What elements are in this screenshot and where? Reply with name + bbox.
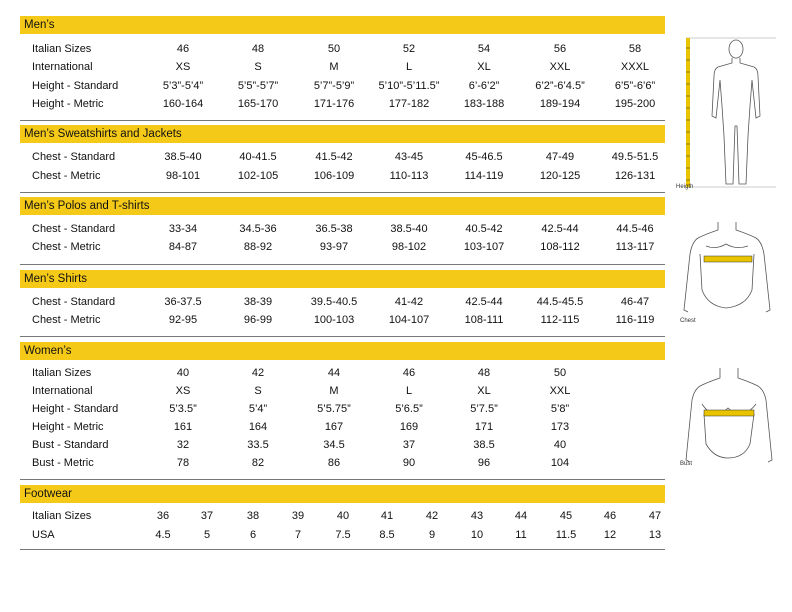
table-cell: 165-170 [237,98,279,110]
table-cell: 46 [402,367,416,379]
table-cell: 84-87 [168,241,198,253]
table-row [0,510,670,526]
row-label: Chest - Metric [32,170,101,182]
table-cell: 171-176 [313,98,355,110]
table-cell: 98-101 [165,170,201,182]
table-cell: 56 [553,43,567,55]
section-header-mens: Men’s [20,16,665,34]
table-row [0,296,670,312]
section-header-shirts: Men’s Shirts [20,270,665,288]
table-cell: 34.5-36 [239,223,277,235]
section-header-sweatshirts: Men’s Sweatshirts and Jackets [20,125,665,143]
table-cell: 108-112 [540,241,580,253]
table-cell: 195-200 [614,98,656,110]
table-cell: 11 [515,529,527,541]
table-cell: L [405,61,413,73]
table-cell: 33.5 [247,439,269,451]
table-cell: 40-41.5 [239,151,277,163]
table-cell: XS [175,385,191,397]
table-cell: 104 [550,457,570,469]
table-cell: 42 [425,510,439,522]
table-cell: 114-119 [464,170,504,182]
table-cell: 44.5-45.5 [536,296,584,308]
table-cell: 41.5-42 [315,151,353,163]
table-cell: 48 [251,43,265,55]
table-cell: 13 [648,529,662,541]
table-cell: S [254,61,262,73]
table-cell: 41 [380,510,394,522]
table-cell: 9 [428,529,436,541]
table-cell: 37 [402,439,416,451]
table-cell: 42.5-44 [541,223,579,235]
table-row [0,385,670,401]
table-row [0,61,670,77]
table-cell: 36 [156,510,170,522]
table-cell: 46-47 [620,296,650,308]
table-cell: 52 [402,43,416,55]
table-cell: XL [477,61,491,73]
table-cell: 38.5 [473,439,495,451]
table-cell: 5’6.5” [395,403,423,415]
table-cell: 86 [327,457,341,469]
row-label: Italian Sizes [32,510,92,522]
table-cell: 44 [514,510,528,522]
table-cell: 90 [402,457,416,469]
table-cell: 7.5 [335,529,351,541]
divider [20,479,665,480]
table-row [0,367,670,383]
table-cell: 11.5 [555,529,577,541]
table-cell: 173 [550,421,570,433]
table-cell: 6’2”-6’4.5” [535,80,585,92]
table-cell: 160-164 [162,98,204,110]
table-cell: XXXL [620,61,650,73]
table-row [0,151,670,167]
torso-chest-icon [678,220,778,328]
table-cell: M [329,385,339,397]
row-label: Chest - Standard [32,223,116,235]
row-label: International [32,385,93,397]
table-cell: 44.5-46 [616,223,654,235]
table-cell: 6’-6’2” [468,80,500,92]
table-cell: 38 [246,510,260,522]
table-cell: 5’10”-5’11.5” [378,80,440,92]
table-cell: 45 [559,510,573,522]
table-cell: 36.5-38 [315,223,353,235]
table-cell: 4.5 [155,529,171,541]
height-measure-figure [676,36,788,192]
table-cell: 103-107 [463,241,505,253]
divider [20,192,665,193]
table-cell: 171 [474,421,494,433]
table-cell: 48 [477,367,491,379]
row-label: Italian Sizes [32,367,92,379]
divider [20,336,665,337]
table-cell: 113-117 [615,241,655,253]
row-label: Height - Metric [32,98,104,110]
table-cell: 12 [603,529,617,541]
table-cell: XL [477,385,491,397]
table-row [0,457,670,473]
table-cell: 36-37.5 [164,296,202,308]
table-cell: 42.5-44 [465,296,503,308]
table-cell: S [254,385,262,397]
section-header-womens: Women’s [20,342,665,360]
table-cell: 42 [251,367,265,379]
row-label: Chest - Standard [32,151,116,163]
table-cell: XXL [549,385,571,397]
table-cell: 5’7”-5’9” [313,80,355,92]
table-cell: 98-102 [391,241,427,253]
row-label: Bust - Metric [32,457,94,469]
table-cell: 100-103 [313,314,355,326]
divider [20,120,665,121]
row-label: Chest - Standard [32,296,116,308]
table-cell: 5’4” [248,403,268,415]
table-cell: 6 [249,529,257,541]
table-row [0,403,670,419]
table-cell: 116-119 [615,314,655,326]
table-cell: 38.5-40 [390,223,428,235]
table-cell: 92-95 [168,314,198,326]
table-cell: 169 [399,421,419,433]
height-caption: Heigth [676,184,694,190]
table-cell: 108-111 [464,314,504,326]
chest-measure-figure [678,220,778,328]
table-cell: 110-113 [389,170,429,182]
row-label: Height - Standard [32,80,119,92]
table-cell: 5’7.5” [470,403,498,415]
row-label: Chest - Metric [32,241,101,253]
table-cell: 104-107 [388,314,430,326]
row-label: International [32,61,93,73]
table-row [0,439,670,455]
table-cell: 167 [324,421,344,433]
table-cell: 33-34 [168,223,198,235]
table-cell: 41-42 [394,296,424,308]
table-cell: 102-105 [237,170,279,182]
table-cell: 50 [553,367,567,379]
row-label: USA [32,529,55,541]
table-cell: 58 [628,43,642,55]
table-row [0,98,670,114]
table-cell: 40 [553,439,567,451]
table-cell: 177-182 [388,98,430,110]
table-cell: 47 [648,510,662,522]
divider [20,549,665,550]
table-cell: 96-99 [243,314,273,326]
table-cell: 40.5-42 [465,223,503,235]
table-cell: 189-194 [539,98,581,110]
table-cell: 183-188 [463,98,505,110]
table-cell: 120-125 [539,170,581,182]
table-row [0,43,670,59]
table-cell: 40 [176,367,190,379]
table-cell: 43 [470,510,484,522]
table-row [0,529,670,545]
table-row [0,170,670,186]
table-cell: 40 [336,510,350,522]
row-label: Height - Standard [32,403,119,415]
table-cell: 39.5-40.5 [310,296,358,308]
table-cell: 5’5”-5’7” [237,80,279,92]
table-cell: 164 [248,421,268,433]
table-cell: XS [175,61,191,73]
table-cell: 39 [291,510,305,522]
table-cell: 93-97 [319,241,349,253]
table-cell: 34.5 [323,439,345,451]
table-cell: 44 [327,367,341,379]
table-cell: 8.5 [379,529,395,541]
row-label: Bust - Standard [32,439,109,451]
table-cell: 126-131 [614,170,656,182]
table-cell: 38-39 [243,296,273,308]
table-cell: 5’5.75” [317,403,351,415]
table-cell: 32 [176,439,190,451]
table-row [0,223,670,239]
table-cell: L [405,385,413,397]
table-cell: 78 [176,457,190,469]
table-cell: 50 [327,43,341,55]
table-row [0,241,670,257]
table-cell: 112-115 [540,314,580,326]
divider [20,264,665,265]
table-cell: 161 [173,421,193,433]
table-row [0,314,670,330]
body-outline-icon [676,36,788,192]
table-cell: 37 [200,510,214,522]
table-cell: 5 [203,529,211,541]
table-cell: 106-109 [313,170,355,182]
bust-measure-figure [678,364,778,472]
table-cell: 10 [470,529,484,541]
row-label: Italian Sizes [32,43,92,55]
table-cell: 82 [251,457,265,469]
section-header-footwear: Footwear [20,485,665,503]
table-cell: 5’8” [550,403,570,415]
table-row [0,80,670,96]
row-label: Height - Metric [32,421,104,433]
chest-caption: Chest [680,318,696,324]
table-cell: M [329,61,339,73]
table-cell: 46 [603,510,617,522]
torso-bust-icon [678,364,778,472]
table-cell: 47-49 [545,151,575,163]
table-cell: 49.5-51.5 [611,151,659,163]
table-cell: 54 [477,43,491,55]
table-cell: 43-45 [394,151,424,163]
table-cell: 5’3.5” [169,403,197,415]
table-cell: 96 [477,457,491,469]
row-label: Chest - Metric [32,314,101,326]
table-cell: 46 [176,43,190,55]
table-cell: 88-92 [243,241,273,253]
table-cell: XXL [549,61,571,73]
table-cell: 38.5-40 [164,151,202,163]
table-cell: 7 [294,529,302,541]
section-header-polos: Men’s Polos and T-shirts [20,197,665,215]
table-cell: 6’5”-6’6” [614,80,656,92]
table-cell: 5’3”-5’4” [162,80,204,92]
bust-caption: Bust [680,461,693,467]
table-cell: 45-46.5 [465,151,503,163]
table-row [0,421,670,437]
